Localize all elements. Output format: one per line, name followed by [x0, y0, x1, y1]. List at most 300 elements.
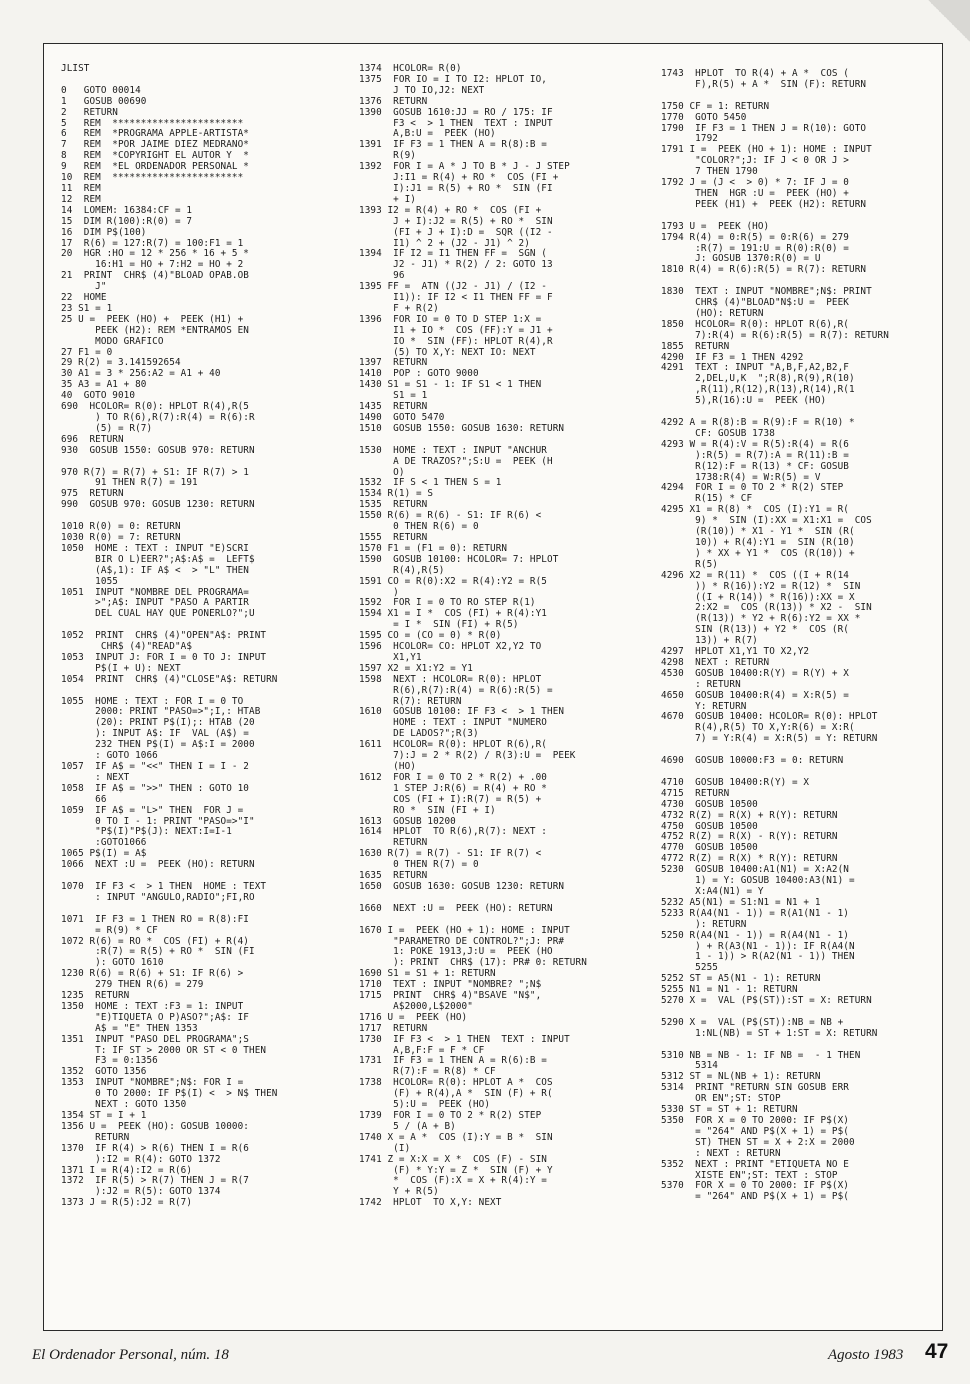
- code-line: 1790 IF F3 = 1 THEN J = R(10): GOTO: [661, 122, 867, 134]
- code-line: 1057 IF A$ = "<<" THEN I = I - 2: [61, 761, 250, 772]
- code-line: = R(9) * CF: [61, 924, 158, 936]
- code-line: J:I1 = R(4) + RO * COS (FI +: [359, 172, 559, 184]
- code-line: JLIST: [61, 63, 90, 74]
- code-line: 1354 ST = I + 1: [61, 1110, 147, 1121]
- code-line: (F) * Y:Y = Z * SIN (F) + Y: [359, 1164, 553, 1176]
- code-line: 1738:R(4) = W:R(5) = V: [661, 471, 821, 483]
- code-line: 4770 GOSUB 10500: [661, 842, 758, 854]
- code-line: R(4),R(5) TO X,Y:R(6) = X:R(: [661, 722, 855, 734]
- code-line: 1055 HOME : TEXT : FOR I = 0 TO: [61, 695, 244, 707]
- code-line: I1 + IO * COS (FF):Y = J1 +: [359, 324, 553, 336]
- code-line: 1430 S1 = S1 - 1: IF S1 < 1 THEN: [359, 379, 542, 391]
- code-line: 1 STEP J:R(6) = R(4) + RO *: [359, 782, 548, 794]
- code-line: 1490 GOTO 5470: [359, 412, 445, 423]
- code-line: 0 TO 2000: IF P$(I) < > N$ THEN: [61, 1088, 278, 1100]
- code-line: :R(7) = R(5) + RO * SIN (FI: [61, 946, 255, 958]
- code-line: 1370 IF R(4) > R(6) THEN I = R(6: [61, 1142, 250, 1154]
- code-line: 1050 HOME : TEXT : INPUT "E)SCRI: [61, 542, 250, 554]
- code-line: 5290 X = VAL (P$(ST)):NB = NB +: [661, 1016, 844, 1028]
- code-line: 1356 U = PEEK (HO): GOSUB 10000:: [61, 1120, 250, 1132]
- code-line: I):J1 = R(5) + RO * SIN (FI: [359, 182, 553, 194]
- code-line: 14 LOMEM: 16384:CF = 1: [61, 204, 193, 216]
- code-line: 4295 X1 = R(8) * COS (I):Y1 = R(: [661, 504, 850, 516]
- code-line: (HO): [359, 761, 416, 772]
- code-line: X1,Y1: [359, 651, 422, 663]
- code-line: (20): PRINT P$(I);: HTAB (20: [61, 717, 255, 729]
- code-line: 4732 R(Z) = R(X) + R(Y): RETURN: [661, 809, 838, 821]
- code-line: 1053 INPUT J: FOR I = 0 TO J: INPUT: [61, 651, 267, 663]
- code-line: R(7): RETURN: [359, 695, 462, 707]
- code-line: 1230 R(6) = R(6) + S1: IF R(6) >: [61, 968, 244, 980]
- code-line: "P$(I)"P$(J): NEXT:I=I-1: [61, 826, 232, 838]
- code-line: R(9): [359, 150, 416, 162]
- code-line: 4294 FOR I = 0 TO 2 * R(2) STEP: [661, 482, 844, 494]
- code-line: 5233 R(A4(N1 - 1)) = R(A1(N1 - 1): [661, 907, 850, 919]
- code-line: 1598 NEXT : HCOLOR= R(0): HPLOT: [359, 673, 542, 685]
- code-line: 7) = Y:R(4) = X:R(5) = Y: RETURN: [661, 733, 878, 745]
- code-line: 1532 IF S < 1 THEN S = 1: [359, 477, 502, 489]
- code-line: 4670 GOSUB 10400: HCOLOR= R(0): HPLOT: [661, 711, 878, 723]
- code-line: J: GOSUB 1370:R(0) = U: [661, 253, 821, 265]
- code-line: ): GOTO 1610: [61, 957, 164, 969]
- code-line: 1 GOSUB 00690: [61, 95, 147, 107]
- code-line: XISTE EN";ST: TEXT : STOP: [661, 1169, 838, 1181]
- code-line: "PARAMETRO DE CONTROL?";J: PR#: [359, 935, 565, 947]
- code-line: 4772 R(Z) = R(X) * R(Y): RETURN: [661, 853, 838, 865]
- code-line: 2 RETURN: [61, 106, 118, 118]
- code-line: 5 REM ***********************: [61, 117, 244, 129]
- code-line: 2:X2 = COS (R(13)) * X2 - SIN: [661, 602, 872, 614]
- code-line: : NEXT: [61, 771, 130, 783]
- code-line: : INPUT "ANGULO,RADIO";FI,RO: [61, 891, 255, 903]
- code-line: 1610 GOSUB 10100: IF F3 < > 1 THEN: [359, 706, 565, 718]
- code-line: 1375 FOR IO = I TO I2: HPLOT IO,: [359, 73, 548, 85]
- code-line: 5370 FOR X = 0 TO 2000: IF P$(X): [661, 1180, 850, 1192]
- code-line: 1066 NEXT :U = PEEK (HO): RETURN: [61, 859, 255, 871]
- code-line: [661, 1040, 941, 1051]
- code-line: 5250 R(A4(N1 - 1)) = R(A4(N1 - 1): [661, 929, 850, 941]
- page-corner-fold: [928, 0, 970, 42]
- code-line: J + I):J2 = R(5) + RO * SIN: [359, 215, 553, 227]
- code-line: 7 THEN 1790: [661, 166, 758, 178]
- code-line: 1570 F1 = (F1 = 0): RETURN: [359, 542, 508, 554]
- code-line: 1394 IF I2 = I1 THEN FF = SGN (: [359, 248, 548, 260]
- code-line: ) TO R(6),R(7):R(4) = R(6):R: [61, 412, 255, 423]
- code-line: 5252 ST = A5(N1 - 1): RETURN: [661, 973, 821, 985]
- code-line: 1750 CF = 1: RETURN: [661, 100, 770, 112]
- code-line: 1614 HPLOT TO R(6),R(7): NEXT :: [359, 826, 548, 838]
- code-line: 5270 X = VAL (P$(ST)):ST = X: RETURN: [661, 995, 872, 1007]
- code-line: 1739 FOR I = 0 TO 2 * R(2) STEP: [359, 1110, 542, 1121]
- code-line: F3 = 0:1356: [61, 1055, 158, 1067]
- code-line: 20 HGR :HO = 12 * 256 * 16 + 5 *: [61, 248, 250, 260]
- code-line: 1597 X2 = X1:Y2 = Y1: [359, 662, 473, 674]
- code-line: 1738 HCOLOR= R(0): HPLOT A * COS: [359, 1077, 553, 1089]
- code-line: 1071 IF F3 = 1 THEN RO = R(8):FI: [61, 913, 250, 925]
- code-line: 1010 R(0) = 0: RETURN: [61, 521, 181, 533]
- code-line: = "264" AND P$(X + 1) = P$(: [661, 1191, 850, 1203]
- code-line: NEXT : GOTO 1350: [61, 1099, 187, 1111]
- code-line: 5255 N1 = N1 - 1: RETURN: [661, 984, 798, 996]
- code-line: ) * XX + Y1 * COS (R(10)) +: [661, 547, 855, 559]
- code-line: 66: [61, 793, 107, 805]
- listing-frame: [43, 43, 943, 1331]
- code-line: 4290 IF F3 = 1 THEN 4292: [661, 351, 804, 363]
- code-line: R(6),R(7):R(4) = R(6):R(5) =: [359, 684, 553, 696]
- code-line: 1510 GOSUB 1550: GOSUB 1630: RETURN: [359, 422, 565, 434]
- code-line: (R(10)) * X1 - Y1 * SIN (R(: [661, 526, 855, 538]
- code-line: 5314 PRINT "RETURN SIN GOSUB ERR: [661, 1082, 850, 1094]
- code-line: 1435 RETURN: [359, 401, 428, 413]
- code-line: BIR O L)EER?";A$:A$ = LEFT$: [61, 553, 255, 565]
- code-line: 1716 U = PEEK (HO): [359, 1011, 468, 1023]
- code-line: A DE TRAZOS?";S:U = PEEK (H: [359, 455, 553, 467]
- code-line: 1397 RETURN: [359, 357, 428, 369]
- code-line: J": [61, 281, 107, 293]
- code-line: 1555 RETURN: [359, 531, 428, 543]
- code-line: 279 THEN R(6) = 279: [61, 979, 204, 991]
- code-line: 13)) + R(7): [661, 635, 758, 647]
- code-line: RETURN: [359, 837, 428, 849]
- code-line: ):R(5) = R(7):A = R(11):B =: [661, 449, 850, 461]
- page-number: 47: [925, 1340, 949, 1363]
- code-line: F),R(5) + A * SIN (F): RETURN: [661, 78, 867, 90]
- code-line: 8 REM *COPYRIGHT EL AUTOR Y *: [61, 150, 250, 162]
- code-line: 7 REM *POR JAIME DIEZ MEDRANO*: [61, 139, 250, 151]
- code-line: ):I2 = R(4): GOTO 1372: [61, 1153, 221, 1165]
- code-line: 1374 HCOLOR= R(0): [359, 63, 462, 74]
- code-line: 11 REM: [61, 182, 101, 194]
- code-line: 30 A1 = 3 * 256:A2 = A1 + 40: [61, 368, 221, 380]
- publication-name: El Ordenador Personal, núm. 18: [32, 1347, 229, 1363]
- code-line: J TO IO,J2: NEXT: [359, 84, 485, 96]
- code-line: 1352 GOTO 1356: [61, 1066, 147, 1078]
- code-line: 1350 HOME : TEXT :F3 = 1: INPUT: [61, 1000, 244, 1012]
- listing-column-3: [661, 69, 941, 1203]
- code-line: 1396 FOR IO = 0 TO D STEP 1:X =: [359, 313, 542, 325]
- code-line: 5330 ST = ST + 1: RETURN: [661, 1104, 798, 1116]
- code-line: (5) = R(7): [61, 422, 153, 434]
- code-line: 16:H1 = HO + 7:H2 = HO + 2: [61, 259, 244, 271]
- code-line: COS (FI + I):R(7) = R(5) +: [359, 793, 542, 805]
- code-line: 1:NL(NB) = ST + 1:ST = X: RETURN: [661, 1027, 878, 1039]
- code-line: 1054 PRINT CHR$ (4)"CLOSE"A$: RETURN: [61, 673, 278, 685]
- code-line: DEL CUAL HAY QUE PONERLO?";U: [61, 608, 255, 620]
- code-line: 1792: [661, 133, 718, 145]
- code-line: 1051 INPUT "NOMBRE DEL PROGRAMA=: [61, 586, 250, 598]
- code-line: 1055: [61, 575, 118, 587]
- code-line: DE LADOS?";R(3): [359, 728, 479, 740]
- code-line: 1390 GOSUB 1610:JJ = RO / 175: IF: [359, 106, 553, 118]
- code-line: 1612 FOR I = 0 TO 2 * R(2) + .00: [359, 771, 548, 783]
- code-line: HOME : TEXT : INPUT "NUMERO: [359, 717, 548, 729]
- code-line: 22 HOME: [61, 292, 107, 304]
- code-line: 5312 ST = NL(NB + 1): RETURN: [661, 1071, 821, 1083]
- code-line: 4291 TEXT : INPUT "A,B,F,A2,B2,F: [661, 362, 850, 374]
- code-line: SIN (R(13)) + Y2 * COS (R(: [661, 624, 850, 636]
- code-line: R(12):F = R(13) * CF: GOSUB: [661, 460, 850, 472]
- code-line: "COLOR?";J: IF J < 0 OR J >: [661, 155, 850, 167]
- code-line: A,B:U = PEEK (HO): [359, 128, 496, 140]
- code-line: 1550 R(6) = R(6) - S1: IF R(6) <: [359, 510, 542, 522]
- code-line: 1) = Y: GOSUB 10400:A3(N1) =: [661, 875, 855, 887]
- code-line: 1530 HOME : TEXT : INPUT "ANCHUR: [359, 444, 548, 456]
- code-line: 1052 PRINT CHR$ (4)"OPEN"A$: PRINT: [61, 630, 267, 642]
- code-line: 0 THEN R(7) = 0: [359, 859, 479, 871]
- issue-date: Agosto 1983: [828, 1347, 904, 1363]
- code-line: 4710 GOSUB 10400:R(Y) = X: [661, 776, 810, 788]
- code-line: 1793 U = PEEK (HO): [661, 220, 770, 232]
- code-line: 23 S1 = 1: [61, 302, 113, 314]
- code-line: (A$,1): IF A$ < > "L" THEN: [61, 564, 250, 576]
- code-line: 1592 FOR I = 0 TO RO STEP R(1): [359, 597, 536, 609]
- code-line: MODO GRAFICO: [61, 335, 164, 347]
- code-line: S1 = 1: [359, 390, 428, 402]
- code-line: 1791 I = PEEK (HO + 1): HOME : INPUT: [661, 144, 872, 156]
- code-line: 1630 R(7) = R(7) - S1: IF R(7) <: [359, 848, 542, 860]
- code-line: (HO): RETURN: [661, 307, 764, 319]
- code-line: 1596 HCOLOR= CO: HPLOT X2,Y2 TO: [359, 641, 542, 653]
- code-line: ):J2 = R(5): GOTO 1374: [61, 1186, 221, 1198]
- code-line: CHR$ (4)"READ"A$: [61, 641, 193, 653]
- code-line: R(4),R(5): [359, 564, 445, 576]
- code-line: 990 GOSUB 970: GOSUB 1230: RETURN: [61, 499, 255, 511]
- code-line: 1591 CO = R(0):X2 = R(4):Y2 = R(5: [359, 575, 548, 587]
- code-line: ): PRINT CHR$ (17): PR# 0: RETURN: [359, 957, 587, 969]
- code-line: 1742 HPLOT TO X,Y: NEXT: [359, 1197, 502, 1209]
- code-line: 4297 HPLOT X1,Y1 TO X2,Y2: [661, 646, 810, 658]
- code-line: 5):U = PEEK (HO): [359, 1099, 491, 1111]
- code-line: 1613 GOSUB 10200: [359, 815, 456, 827]
- code-line: 1065 P$(I) = A$: [61, 848, 147, 860]
- code-line: 4690 GOSUB 10000:F3 = 0: RETURN: [661, 755, 844, 767]
- code-line: X:A4(N1) = Y: [661, 885, 764, 897]
- code-line: 1535 RETURN: [359, 499, 428, 511]
- code-line: IO * SIN (FF): HPLOT R(4),R: [359, 335, 553, 347]
- code-line: 1030 R(0) = 7: RETURN: [61, 531, 181, 543]
- code-line: 4650 GOSUB 10400:R(4) = X:R(5) =: [661, 689, 850, 701]
- code-line: 9) * SIN (I):XX = X1:X1 = COS: [661, 515, 872, 527]
- code-line: 96: [359, 270, 405, 282]
- code-line: 1794 R(4) = 0:R(5) = 0:R(6) = 279: [661, 231, 850, 243]
- code-line: 1072 R(6) = RO * COS (FI) + R(4): [61, 935, 250, 947]
- code-line: A$ = "E" THEN 1353: [61, 1022, 198, 1034]
- code-line: 1 - 1)) > R(A2(N1 - 1)) THEN: [661, 951, 855, 963]
- code-line: 1770 GOTO 5450: [661, 111, 747, 123]
- code-line: >";A$: INPUT "PASO A PARTIR: [61, 597, 250, 609]
- code-line: ): INPUT A$: IF VAL (A$) =: [61, 728, 250, 740]
- code-line: 1376 RETURN: [359, 95, 428, 107]
- listing-column-1: [61, 64, 356, 1209]
- code-line: 696 RETURN: [61, 433, 124, 445]
- code-line: RO * SIN (FI + I): [359, 804, 496, 816]
- code-line: 7):J = 2 * R(2) / R(3):U = PEEK: [359, 750, 576, 762]
- code-line: 1391 IF F3 = 1 THEN A = R(8):B =: [359, 139, 548, 151]
- code-line: 17 R(6) = 127:R(7) = 100:F1 = 1: [61, 237, 244, 249]
- code-line: ,R(11),R(12),R(13),R(14),R(1: [661, 384, 855, 396]
- code-line: R(5): [661, 558, 718, 570]
- code-line: 1393 I2 = R(4) + RO * COS (FI +: [359, 204, 542, 216]
- code-line: 1070 IF F3 < > 1 THEN HOME : TEXT: [61, 880, 267, 892]
- code-line: 1395 FF = ATN ((J2 - J1) / (I2 -: [359, 281, 548, 293]
- code-line: [359, 915, 649, 926]
- code-line: ((I + R(14)) * R(16)):XX = X: [661, 591, 855, 603]
- code-line: A$2000,L$2000": [359, 1000, 473, 1012]
- code-line: 1410 POP : GOTO 9000: [359, 368, 479, 380]
- code-line: 1058 IF A$ = ">>" THEN : GOTO 10: [61, 782, 250, 794]
- code-line: 4298 NEXT : RETURN: [661, 656, 770, 668]
- code-line: 5350 FOR X = 0 TO 2000: IF P$(X): [661, 1115, 850, 1126]
- code-line: 21 PRINT CHR$ (4)"BLOAD OPAB.OB: [61, 270, 250, 282]
- code-line: 1534 R(1) = S: [359, 488, 434, 500]
- code-line: (5) TO X,Y: NEXT IO: NEXT: [359, 346, 536, 358]
- code-line: 1710 TEXT : INPUT "NOMBRE? ";N$: [359, 979, 542, 991]
- code-line: 5310 NB = NB - 1: IF NB = - 1 THEN: [661, 1049, 861, 1061]
- code-line: 6 REM *PROGRAMA APPLE-ARTISTA*: [61, 128, 250, 140]
- code-line: 930 GOSUB 1550: GOSUB 970: RETURN: [61, 444, 255, 456]
- code-line: CHR$ (4)"BLOAD"N$:U = PEEK: [661, 297, 850, 309]
- code-line: (FI + J + I):D = SQR ((I2 -: [359, 226, 553, 238]
- code-line: = I * SIN (FI) + R(5): [359, 619, 519, 631]
- code-line: 5 / (A + B): [359, 1120, 456, 1132]
- code-line: 1660 NEXT :U = PEEK (HO): RETURN: [359, 902, 553, 914]
- code-line: (R(13)) * Y2 + R(6):Y2 = XX *: [661, 613, 861, 625]
- code-line: 690 HCOLOR= R(0): HPLOT R(4),R(5: [61, 401, 250, 413]
- code-line: 1741 Z = X:X = X * COS (F) - SIN: [359, 1153, 548, 1165]
- code-line: J2 - J1) * R(2) / 2: GOTO 13: [359, 259, 553, 271]
- code-line: 1392 FOR I = A * J TO B * J - J STEP: [359, 161, 570, 173]
- code-line: 1855 RETURN: [661, 340, 730, 352]
- code-line: 970 R(7) = R(7) + S1: IF R(7) > 1: [61, 466, 250, 478]
- code-line: 1690 S1 = S1 + 1: RETURN: [359, 968, 496, 980]
- code-line: 1740 X = A * COS (I):Y = B * SIN: [359, 1131, 553, 1143]
- code-line: I1)): IF I2 < I1 THEN FF = F: [359, 292, 553, 304]
- code-line: 4730 GOSUB 10500: [661, 798, 758, 810]
- code-line: 12 REM: [61, 193, 101, 205]
- code-line: 1371 I = R(4):I2 = R(6): [61, 1164, 193, 1176]
- code-line: 4752 R(Z) = R(X) - R(Y): RETURN: [661, 831, 838, 843]
- code-line: ): [359, 586, 399, 598]
- code-line: T: IF ST > 2000 OR ST < 0 THEN: [61, 1044, 267, 1056]
- code-line: 1611 HCOLOR= R(0): HPLOT R(6),R(: [359, 739, 548, 751]
- code-line: THEN HGR :U = PEEK (HO) +: [661, 187, 850, 199]
- code-line: 2000: PRINT "PASO=>";I,: HTAB: [61, 706, 261, 718]
- code-line: OR EN";ST: STOP: [661, 1093, 781, 1105]
- code-line: 0 THEN R(6) = 0: [359, 521, 479, 533]
- code-line: 7):R(4) = R(6):R(5) = R(7): RETURN: [661, 329, 889, 341]
- code-line: 1717 RETURN: [359, 1022, 428, 1034]
- code-line: 2,DEL,U,K ";R(8),R(9),R(10): [661, 373, 855, 385]
- code-line: 1590 GOSUB 10100: HCOLOR= 7: HPLOT: [359, 553, 559, 565]
- code-line: 9 REM *EL ORDENADOR PERSONAL *: [61, 161, 250, 173]
- code-line: + I): [359, 193, 416, 205]
- code-line: ): RETURN: [661, 918, 747, 930]
- code-line: I1) ^ 2 + (J2 - J1) ^ 2): [359, 237, 530, 249]
- code-line: 4750 GOSUB 10500: [661, 820, 758, 832]
- code-line: 15 DIM R(100):R(0) = 7: [61, 215, 193, 227]
- code-line: 10)) + R(4):Y1 = SIN (R(10): [661, 536, 855, 548]
- code-line: 4293 W = R(4):V = R(5):R(4) = R(6: [661, 438, 850, 450]
- code-line: 1731 IF F3 = 1 THEN A = R(6):B =: [359, 1055, 548, 1067]
- code-line: 1810 R(4) = R(6):R(5) = R(7): RETURN: [661, 264, 867, 276]
- code-line: 1635 RETURN: [359, 870, 428, 882]
- code-line: 27 F1 = 0: [61, 346, 113, 358]
- code-line: "E)TIQUETA O P)ASO?";A$: IF: [61, 1011, 250, 1023]
- code-line: 1059 IF A$ = "L>" THEN FOR J =: [61, 804, 244, 816]
- code-line: 1730 IF F3 < > 1 THEN TEXT : INPUT: [359, 1033, 570, 1045]
- code-line: R(15) * CF: [661, 493, 753, 505]
- code-line: 4715 RETURN: [661, 787, 730, 799]
- code-line: :R(7) = 191:U = R(0):R(0) =: [661, 242, 850, 254]
- code-line: 5230 GOSUB 10400:A1(N1) = X:A2(N: [661, 864, 850, 876]
- code-line: 5255: [661, 962, 718, 974]
- code-line: 0 GOTO 00014: [61, 84, 141, 96]
- code-line: 1373 J = R(5):J2 = R(7): [61, 1197, 193, 1209]
- code-line: RETURN: [61, 1131, 130, 1143]
- code-line: )) * R(16)):Y2 = R(12) * SIN: [661, 580, 861, 592]
- code-line: A,B,F:F = F * CF: [359, 1044, 485, 1056]
- code-line: (F) + R(4),A * SIN (F) + R(: [359, 1088, 553, 1100]
- code-line: 1: POKE 1913,J:U = PEEK (HO: [359, 946, 553, 958]
- code-line: O): [359, 466, 405, 478]
- code-line: ST) THEN ST = X + 2:X = 2000: [661, 1136, 855, 1148]
- code-line: 5232 A5(N1) = S1:N1 = N1 + 1: [661, 896, 821, 908]
- code-line: 1830 TEXT : INPUT "NOMBRE";N$: PRINT: [661, 286, 872, 298]
- code-line: 232 THEN P$(I) = A$:I = 2000: [61, 739, 255, 751]
- code-line: 1594 X1 = I * COS (FI) + R(4):Y1: [359, 608, 548, 620]
- code-line: Y: RETURN: [661, 700, 747, 712]
- code-line: R(7):F = R(8) * CF: [359, 1066, 496, 1078]
- code-line: P$(I + U): NEXT: [61, 662, 181, 674]
- code-line: 975 RETURN: [61, 488, 124, 500]
- code-line: 1351 INPUT "PASO DEL PROGRAMA";S: [61, 1033, 250, 1045]
- code-line: F3 < > 1 THEN TEXT : INPUT: [359, 117, 553, 129]
- code-line: :GOTO1066: [61, 837, 147, 849]
- code-line: 1850 HCOLOR= R(0): HPLOT R(6),R(: [661, 318, 850, 330]
- code-line: PEEK (H2): REM *ENTRAMOS EN: [61, 324, 250, 336]
- code-line: 10 REM ***********************: [61, 172, 244, 184]
- code-line: 0 TO I - 1: PRINT "PASO=>"I": [61, 815, 255, 827]
- code-line: 5314: [661, 1060, 718, 1072]
- code-line: 40 GOTO 9010: [61, 390, 136, 402]
- code-line: 1595 CO = (CO = 0) * R(0): [359, 630, 502, 642]
- code-line: 5352 NEXT : PRINT "ETIQUETA NO E: [661, 1158, 850, 1170]
- code-line: 1743 HPLOT TO R(4) + A * COS (: [661, 68, 850, 79]
- code-line: CF: GOSUB 1738: [661, 427, 775, 439]
- code-line: ) + R(A3(N1 - 1)): IF R(A4(N: [661, 940, 855, 952]
- code-line: F + R(2): [359, 302, 439, 314]
- code-line: : GOTO 1066: [61, 750, 158, 762]
- listing-column-2: [359, 64, 649, 1209]
- code-line: 1650 GOSUB 1630: GOSUB 1230: RETURN: [359, 880, 565, 892]
- code-line: 4292 A = R(8):B = R(9):F = R(10) *: [661, 417, 855, 428]
- code-line: [61, 686, 356, 697]
- code-line: 29 R(2) = 3.141592654: [61, 357, 181, 369]
- code-line: : RETURN: [661, 678, 741, 690]
- code-line: 4296 X2 = R(11) * COS ((I + R(14: [661, 569, 850, 581]
- code-line: (I): [359, 1142, 411, 1154]
- code-line: 1372 IF R(5) > R(7) THEN J = R(7: [61, 1175, 250, 1187]
- code-line: [61, 457, 356, 468]
- code-line: 1792 J = (J < > 0) * 7: IF J = 0: [661, 177, 850, 189]
- code-line: 25 U = PEEK (HO) + PEEK (H1) +: [61, 313, 244, 325]
- code-line: = "264" AND P$(X + 1) = P$(: [661, 1125, 850, 1137]
- code-line: 5),R(16):U = PEEK (HO): [661, 395, 827, 407]
- code-line: 1715 PRINT CHR$ 4)"BSAVE "N$",: [359, 990, 542, 1002]
- code-line: 4530 GOSUB 10400:R(Y) = R(Y) + X: [661, 667, 850, 679]
- code-line: Y + R(5): [359, 1186, 439, 1198]
- code-line: 1235 RETURN: [61, 990, 130, 1002]
